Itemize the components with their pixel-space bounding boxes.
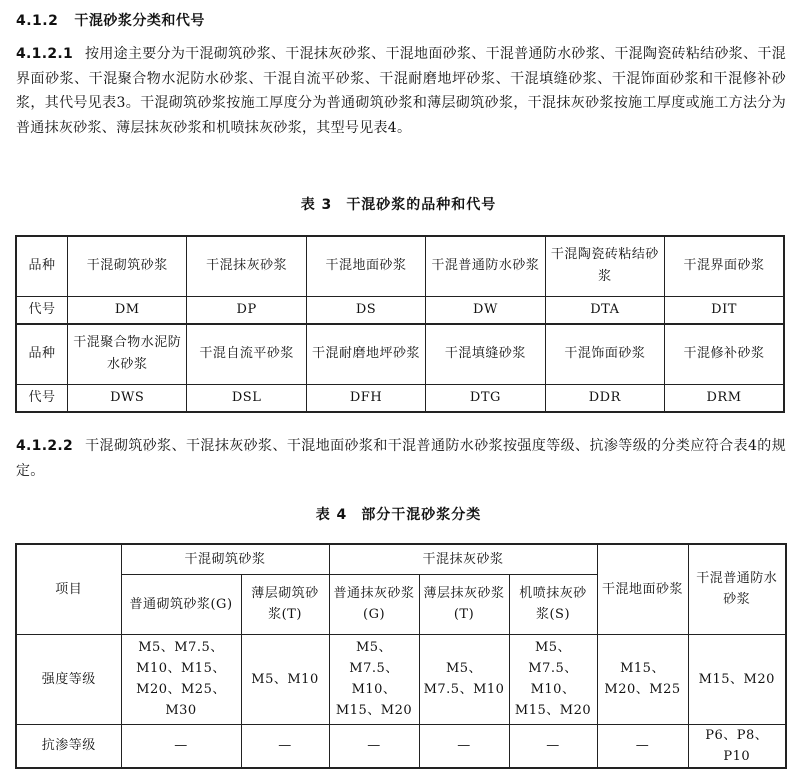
section-number: 4.1.2	[16, 13, 59, 29]
table-cell: 干混聚合物水泥防水砂浆	[68, 324, 187, 384]
table-cell: DIT	[665, 296, 784, 324]
table-cell: 干混普通防水砂浆	[426, 236, 545, 296]
table-cell: 干混修补砂浆	[665, 324, 784, 384]
sub-header: 薄层砌筑砂浆(T)	[241, 574, 329, 634]
table-cell: DTA	[545, 296, 664, 324]
section-title: 干混砂浆分类和代号	[74, 13, 205, 29]
table-cell: M5、M10	[241, 634, 329, 724]
sub-header: 薄层抹灰砂浆(T)	[419, 574, 509, 634]
table-3-label: 表 3	[300, 197, 333, 213]
table-cell: 干混自流平砂浆	[187, 324, 306, 384]
table-cell: DS	[306, 296, 425, 324]
waterproof-header: 干混普通防水砂浆	[688, 544, 786, 634]
table-row	[16, 296, 784, 324]
section-heading	[16, 10, 205, 30]
table-cell: DWS	[68, 384, 187, 412]
table-cell: M5、M7.5、M10、M15、M20、M25、M30	[121, 634, 241, 724]
strength-label: 强度等级	[16, 634, 121, 724]
row-header-variety: 品种	[16, 324, 68, 384]
table-cell: —	[419, 724, 509, 768]
table-cell: 干混填缝砂浆	[426, 324, 545, 384]
table-4-label: 表 4	[315, 507, 348, 523]
row-header-code: 代号	[16, 384, 68, 412]
table-row	[16, 724, 786, 768]
row-header-variety: 品种	[16, 236, 68, 296]
plaster-group-header: 干混抹灰砂浆	[329, 544, 597, 574]
table-cell: DW	[426, 296, 545, 324]
table-4-title: 部分干混砂浆分类	[361, 507, 482, 523]
table-cell: M5、M7.5、M10	[419, 634, 509, 724]
table-cell: —	[329, 724, 419, 768]
table-cell: DFH	[306, 384, 425, 412]
table-cell: M5、M7.5、M10、M15、M20	[509, 634, 597, 724]
table-row	[16, 236, 784, 296]
table-3	[15, 235, 785, 413]
table-cell: —	[121, 724, 241, 768]
table-cell: 干混界面砂浆	[665, 236, 784, 296]
row-header-code: 代号	[16, 296, 68, 324]
table-cell: M15、M20、M25	[597, 634, 688, 724]
table-row	[16, 544, 786, 574]
paragraph-text: 干混砌筑砂浆、干混抹灰砂浆、干混地面砂浆和干混普通防水砂浆按强度等级、抗渗等级的分类应符合表4的规定。	[16, 438, 786, 479]
table-cell: P6、P8、P10	[688, 724, 786, 768]
sub-header: 机喷抹灰砂浆(S)	[509, 574, 597, 634]
floor-header: 干混地面砂浆	[597, 544, 688, 634]
table-3-caption	[0, 194, 797, 214]
paragraph-number: 4.1.2.2	[16, 438, 74, 454]
table-cell: —	[509, 724, 597, 768]
table-cell: DM	[68, 296, 187, 324]
sub-header: 普通砌筑砂浆(G)	[121, 574, 241, 634]
table-4-caption	[0, 504, 797, 524]
table-cell: DRM	[665, 384, 784, 412]
table-cell: 干混砌筑砂浆	[68, 236, 187, 296]
table-cell: M15、M20	[688, 634, 786, 724]
table-cell: 干混耐磨地坪砂浆	[306, 324, 425, 384]
table-cell: 干混陶瓷砖粘结砂浆	[545, 236, 664, 296]
item-header: 项目	[16, 544, 121, 634]
paragraph-4-1-2-1	[16, 42, 786, 140]
table-cell: —	[241, 724, 329, 768]
table-cell: 干混饰面砂浆	[545, 324, 664, 384]
impermeability-label: 抗渗等级	[16, 724, 121, 768]
table-4	[15, 543, 787, 769]
table-cell: M5、M7.5、M10、M15、M20	[329, 634, 419, 724]
table-cell: DP	[187, 296, 306, 324]
table-cell: DSL	[187, 384, 306, 412]
table-cell: DDR	[545, 384, 664, 412]
paragraph-text: 按用途主要分为干混砌筑砂浆、干混抹灰砂浆、干混地面砂浆、干混普通防水砂浆、干混陶瓷砖粘结砂浆、干混界面砂浆、干混聚合物水泥防水砂浆、干混自流平砂浆、干混耐磨地坪砂浆、干混填缝砂浆、干混饰面砂浆和干混修补砂浆，其代号见表3。干混砌筑砂浆按施工厚度分为普通砌筑砂浆和薄层砌筑砂浆，干混抹灰砂浆按施工厚度或施工方法分为普通抹灰砂浆、薄层抹灰砂浆和机喷抹灰砂浆，其型号见表4。	[16, 46, 786, 136]
masonry-group-header: 干混砌筑砂浆	[121, 544, 329, 574]
paragraph-number: 4.1.2.1	[16, 46, 74, 62]
table-cell: DTG	[426, 384, 545, 412]
table-row	[16, 384, 784, 412]
paragraph-4-1-2-2	[16, 434, 786, 483]
table-row	[16, 634, 786, 724]
table-cell: 干混地面砂浆	[306, 236, 425, 296]
sub-header: 普通抹灰砂浆(G)	[329, 574, 419, 634]
table-cell: —	[597, 724, 688, 768]
table-row	[16, 324, 784, 384]
table-3-title: 干混砂浆的品种和代号	[346, 197, 497, 213]
table-cell: 干混抹灰砂浆	[187, 236, 306, 296]
